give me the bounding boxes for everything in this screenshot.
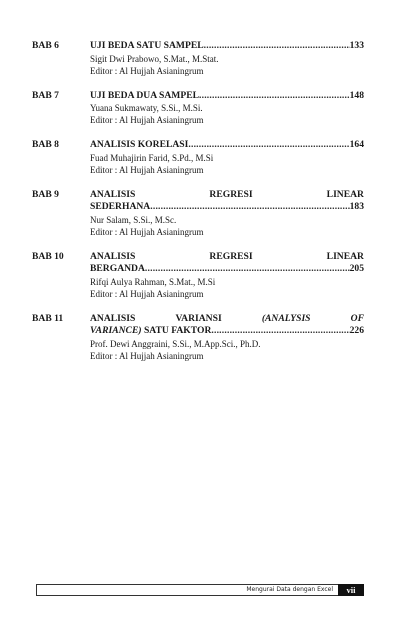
dot-leader [145,263,350,276]
chapter-title-word: (ANALYSIS [261,312,311,324]
chapter-title-line-2 [90,263,364,276]
chapter-title-word: REGRESI [209,250,253,262]
page-number[interactable]: 205 [349,263,364,274]
chapter-title-line [90,90,364,103]
chapter-editor: Editor : Al Hujjah Asianingrum [90,226,204,237]
chapter-title-word: REGRESI [209,188,253,200]
chapter-author: Nur Salam, S.Si., M.Sc. [90,214,177,225]
chapter-title-word: ANALISIS [90,188,136,200]
dot-leader [211,325,349,338]
toc-entry-body [90,139,364,176]
chapter-title-line-1[interactable] [90,251,364,264]
chapter-title[interactable]: SEDERHANA [90,201,151,212]
page-number[interactable]: 148 [349,89,364,101]
chapter-title-rest: SATU FAKTOR [141,325,212,336]
toc-entry[interactable] [32,90,364,127]
toc-entry-body [90,40,364,77]
chapter-title[interactable] [90,325,211,338]
footer-page-number: vii [338,584,364,596]
chapter-title-word: LINEAR [326,250,364,262]
running-title: Mengurai Data dengan Excel [246,586,333,593]
chapter-title-word: VARIANSI [175,312,222,324]
chapter-editor: Editor : Al Hujjah Asianingrum [90,350,204,361]
chapter-number: BAB 8 [32,139,59,150]
toc-entry-body [90,251,364,300]
chapter-title-line-1[interactable] [90,313,364,326]
table-of-contents [32,40,364,374]
chapter-number: BAB 9 [32,188,59,200]
chapter-title[interactable]: BERGANDA [90,263,145,274]
chapter-author: Sigit Dwi Prabowo, S.Mat., M.Stat. [90,53,219,64]
chapter-author: Yuana Sukmawaty, S.Si., M.Si. [90,103,203,113]
chapter-number: BAB 7 [32,89,59,101]
chapter-title-line [90,139,364,152]
dot-leader [188,139,349,152]
chapter-title-line-2 [90,201,364,214]
page-number[interactable]: 164 [349,139,364,150]
toc-entry[interactable] [32,189,364,238]
toc-entry[interactable] [32,251,364,300]
chapter-title-word: LINEAR [326,188,364,200]
dot-leader [204,40,350,53]
chapter-author: Prof. Dewi Anggraini, S.Si., M.App.Sci., Ph.D. [90,338,261,349]
chapter-author: Fuad Muhajirin Farid, S.Pd., M.Si [90,152,214,163]
chapter-editor: Editor : Al Hujjah Asianingrum [90,65,204,76]
chapter-title[interactable]: ANALISIS KORELASI [90,139,189,150]
toc-entry[interactable] [32,313,364,362]
toc-entry-body [90,189,364,238]
chapter-title-word: ANALISIS [90,312,136,324]
chapter-number: BAB 11 [32,312,64,324]
toc-entry-body [90,90,364,127]
toc-entry-body [90,313,364,362]
chapter-title-word: OF [350,312,364,324]
dot-leader [199,90,350,103]
page-footer [36,584,364,596]
toc-entry[interactable] [32,139,364,176]
chapter-title-word: ANALISIS [90,250,136,262]
chapter-editor: Editor : Al Hujjah Asianingrum [90,288,204,299]
toc-entry[interactable] [32,40,364,77]
chapter-title-line-1[interactable] [90,189,364,202]
chapter-editor: Editor : Al Hujjah Asianingrum [90,164,204,175]
chapter-title-line-2 [90,325,364,338]
page-number[interactable]: 226 [349,325,364,336]
chapter-title-italic: VARIANCE) [90,325,142,336]
page-number[interactable]: 133 [349,40,364,51]
chapter-title[interactable]: UJI BEDA DUA SAMPEL [90,89,200,101]
chapter-editor: Editor : Al Hujjah Asianingrum [90,115,204,125]
chapter-number: BAB 6 [32,40,59,51]
chapter-title[interactable]: UJI BEDA SATU SAMPEL [90,40,204,51]
dot-leader [150,201,349,214]
page-number[interactable]: 183 [349,201,364,212]
chapter-title-line [90,40,364,53]
chapter-author: Rifqi Aulya Rahman, S.Mat., M.Si [90,276,216,287]
chapter-number: BAB 10 [32,250,64,262]
